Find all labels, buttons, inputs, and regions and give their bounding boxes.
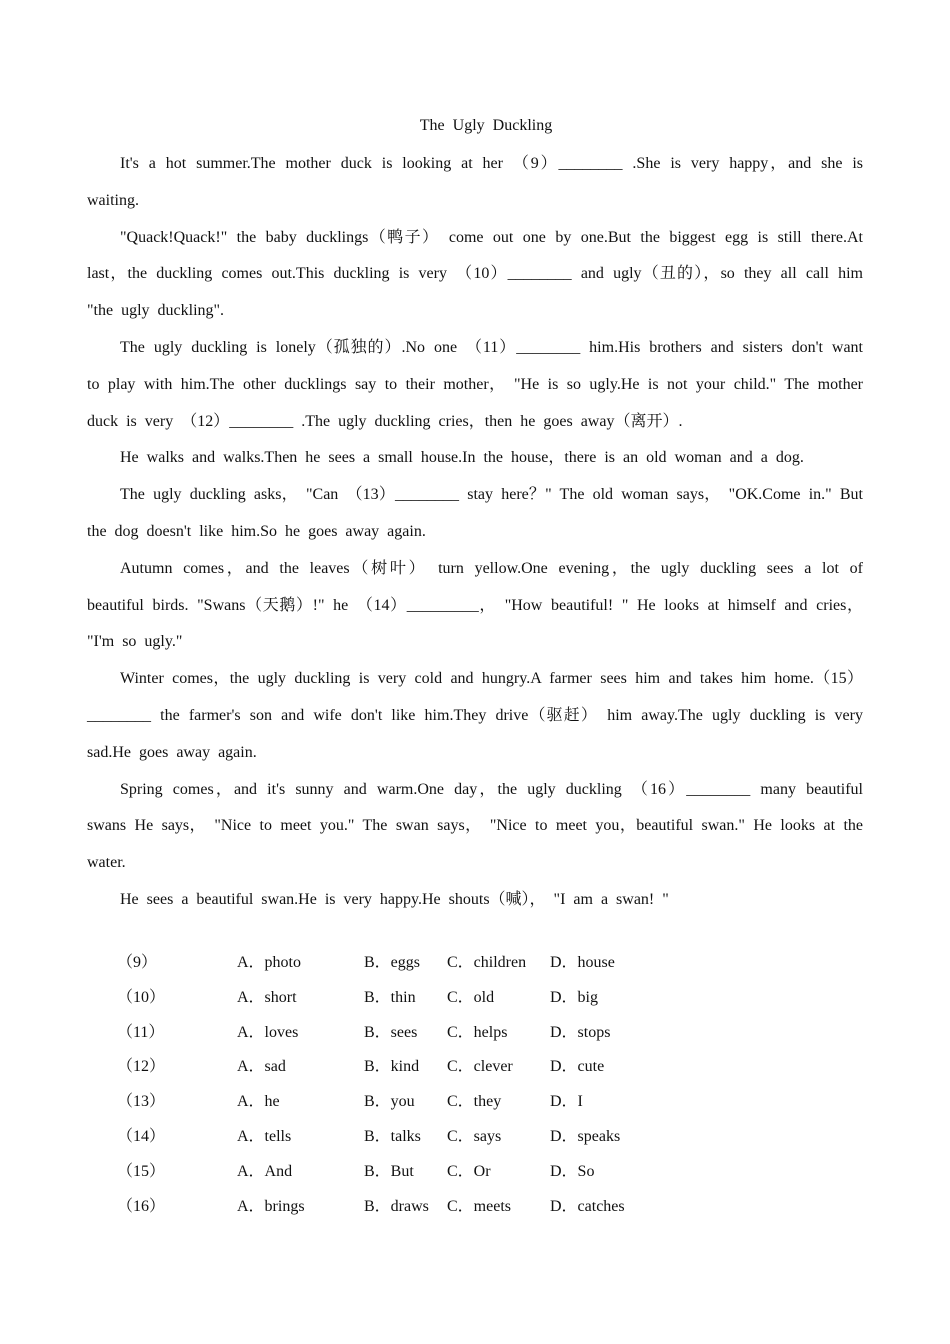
- paragraph: "Quack!Quack!" the baby ducklings（鸭子） come out one by one.But the biggest egg is still there.At last，the duckling comes out.This duckling is very （10）________ and ugly（丑的），so they all call him "the ugly duckling".: [87, 228, 863, 320]
- option-c: C．children: [447, 954, 527, 971]
- option-a: A．sad: [237, 1058, 286, 1076]
- option-a: A．brings: [237, 1197, 305, 1215]
- option-a: A．short: [237, 988, 297, 1006]
- option-c: C．clever: [447, 1058, 513, 1076]
- option-d: D．speaks: [550, 1127, 621, 1145]
- option-b: B．you: [364, 1093, 415, 1111]
- option-c: C．says: [447, 1127, 502, 1145]
- option-b: B．kind: [364, 1058, 420, 1076]
- option-d: D．catches: [550, 1197, 625, 1215]
- question-number: （14）: [117, 1127, 166, 1145]
- question-number: （13）: [117, 1093, 166, 1111]
- question-row: [117, 981, 677, 1016]
- question-number: （15）: [117, 1162, 166, 1180]
- option-d: D．I: [550, 1093, 583, 1111]
- question-row: [117, 1190, 677, 1225]
- option-b: B．draws: [364, 1197, 429, 1215]
- option-a: A．photo: [237, 954, 302, 971]
- option-d: D．So: [550, 1162, 595, 1180]
- paragraph: He walks and walks.Then he sees a small house.In the house，there is an old woman and a dog.: [120, 449, 804, 467]
- question-number: （16）: [117, 1197, 166, 1215]
- question-row: [117, 1120, 677, 1155]
- option-a: A．he: [237, 1093, 280, 1111]
- option-b: B．eggs: [364, 954, 421, 971]
- option-a: A．loves: [237, 1023, 299, 1041]
- option-b: B．sees: [364, 1023, 418, 1041]
- paragraph: Autumn comes，and the leaves（树叶） turn yellow.One evening，the ugly duckling sees a lot of beautiful birds. "Swans（天鹅）!" he （14）_________， "How beautiful! " He looks at himself and cries， "I'm so ugly.": [87, 559, 863, 651]
- option-d: D．big: [550, 988, 599, 1006]
- question-number: （10）: [117, 988, 166, 1006]
- paragraph: Winter comes，the ugly duckling is very cold and hungry.A farmer sees him and takes him home.（15）________ the farmer's son and wife don't like him.They drive（驱赶） him away.The ugly duckling is very sad.He goes away again.: [87, 670, 863, 761]
- question-row: [117, 1155, 677, 1190]
- question-number: （9）: [117, 954, 158, 971]
- option-d: D．house: [550, 954, 615, 971]
- option-b: B．talks: [364, 1127, 421, 1145]
- passage-title: The Ugly Duckling: [419, 117, 553, 134]
- option-a: A．tells: [237, 1127, 292, 1145]
- passage-body: [87, 146, 863, 919]
- option-c: C．they: [447, 1093, 502, 1111]
- option-b: B．thin: [364, 988, 416, 1006]
- option-c: C．old: [447, 988, 495, 1006]
- paragraph: The ugly duckling is lonely（孤独的）.No one （11）________ him.His brothers and sisters don't want to play with him.The other ducklings say to their mother， "He is so ugly.He is not your child." The mother duck is very （12）________ .The ugly duckling cries，then he goes away（离开）.: [87, 338, 864, 430]
- option-c: C．Or: [447, 1162, 491, 1180]
- question-number: （12）: [117, 1058, 166, 1076]
- paragraph: Spring comes，and it's sunny and warm.One day，the ugly duckling （16）________ many beautiful swans He says， "Nice to meet you." The swan says， "Nice to meet you，beautiful swan." He looks at the water.: [87, 780, 863, 872]
- question-row: [117, 1016, 677, 1051]
- answer-options: [117, 946, 677, 1224]
- question-row: [117, 1050, 677, 1085]
- paragraph: The ugly duckling asks， "Can （13）________ stay here？" The old woman says， "OK.Come in." But the dog doesn't like him.So he goes away again.: [87, 486, 863, 540]
- question-number: （11）: [117, 1023, 165, 1041]
- option-d: D．stops: [550, 1023, 611, 1041]
- option-d: D．cute: [550, 1058, 605, 1076]
- question-row: [117, 1085, 677, 1120]
- question-row: [117, 946, 677, 981]
- option-a: A．And: [237, 1162, 293, 1180]
- option-b: B．But: [364, 1162, 414, 1180]
- option-c: C．helps: [447, 1023, 508, 1041]
- paragraph: He sees a beautiful swan.He is very happy.He shouts（喊）， "I am a swan! ": [120, 890, 669, 908]
- option-c: C．meets: [447, 1197, 511, 1215]
- paragraph: It's a hot summer.The mother duck is looking at her （9）________ .She is very happy，and she is waiting.: [87, 155, 863, 209]
